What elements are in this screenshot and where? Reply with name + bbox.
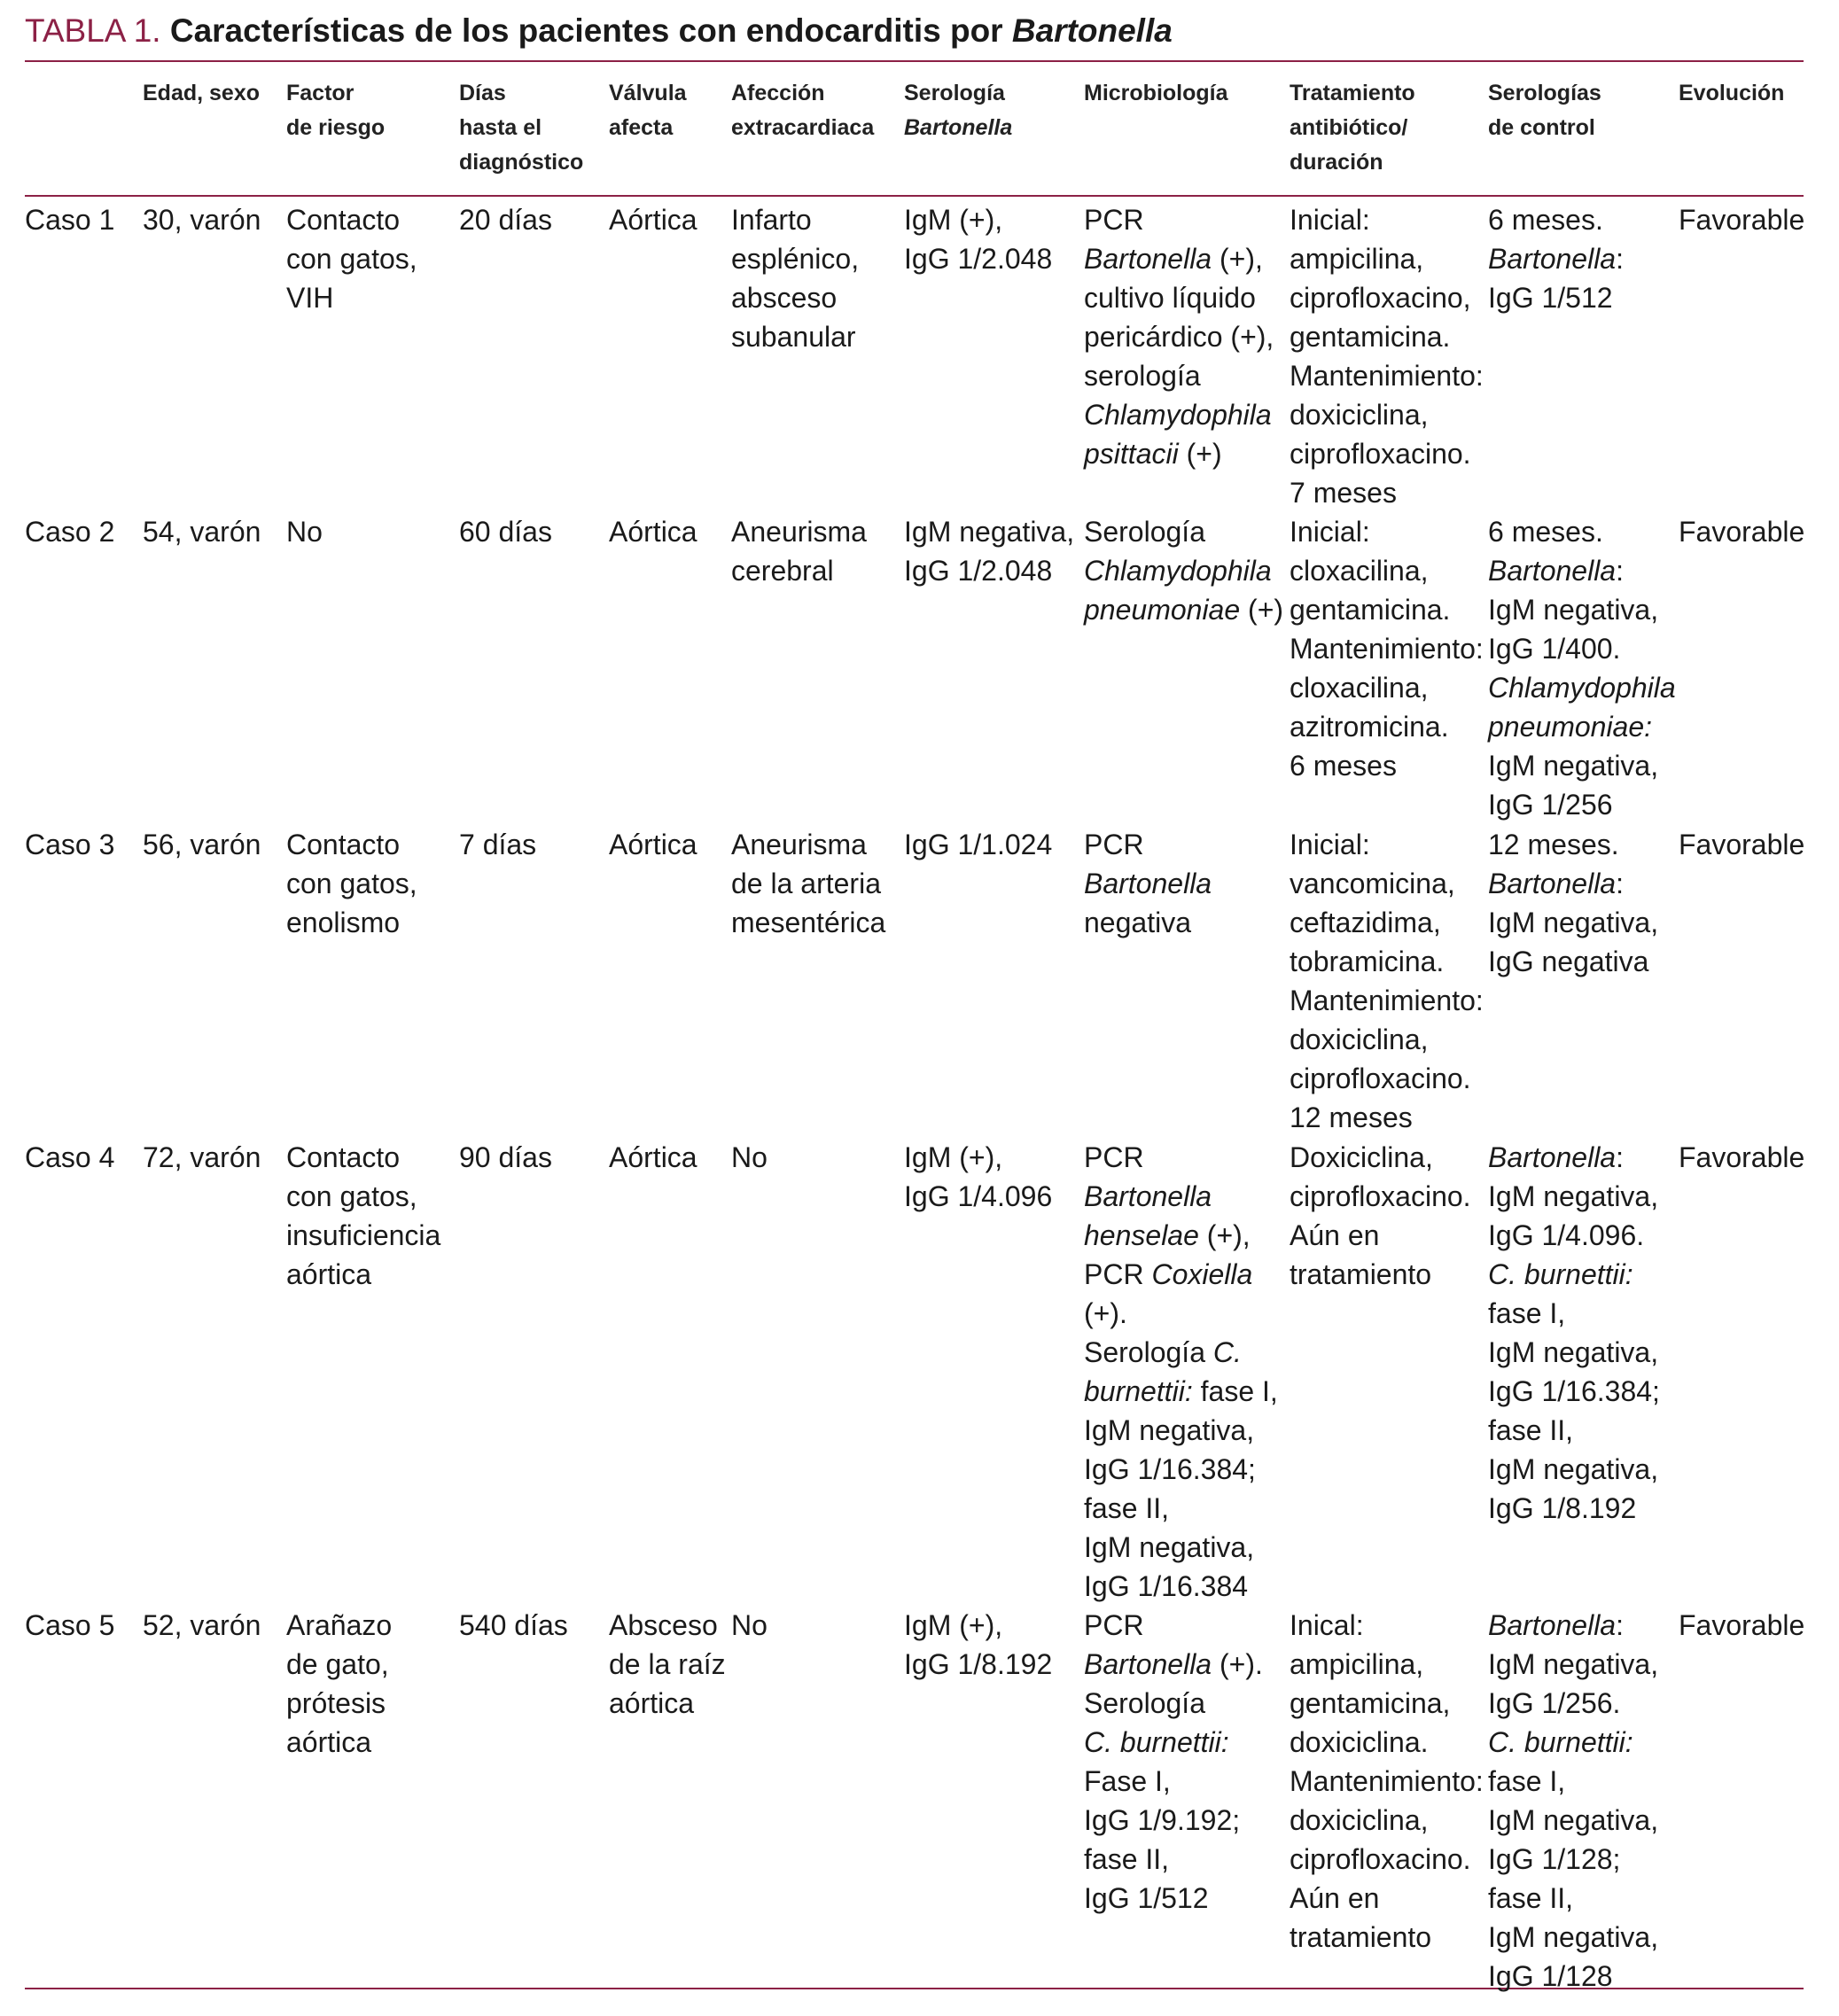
cell-line: ciprofloxacino, [1290,282,1471,314]
cell-evolucion [1679,825,1804,1138]
cell-caso [25,183,143,512]
cell-line: IgM negativa, [1488,907,1659,938]
cell-factor [286,183,459,512]
cell-line: IgG 1/512 [1488,282,1613,314]
column-header-line: Tratamiento [1290,81,1415,105]
cell-line: esplénico, [731,243,860,275]
cell-line: IgG 1/256. [1488,1687,1621,1719]
cell-line: Favorable [1679,1141,1805,1173]
cell-caso [25,1606,143,1996]
cell-line: IgG 1/128; [1488,1843,1621,1875]
cell-line: fase II, [1084,1843,1170,1875]
cell-line: cloxacilina, [1290,672,1429,704]
cell-line: doxiciclina. [1290,1726,1429,1758]
column-header-line: antibiótico/ [1290,115,1408,140]
cell-line: con gatos, [286,243,417,275]
cell-evolucion [1679,183,1804,512]
cell-factor [286,1138,459,1606]
cell-line: pneumoniae (+) [1084,594,1284,626]
cell-factor [286,825,459,1138]
cell-micro [1084,512,1290,825]
cell-line: fase II, [1488,1882,1574,1914]
cell-line: VIH [286,282,334,314]
cell-line: Caso 2 [25,516,115,548]
cell-line: IgG 1/400. [1488,633,1621,665]
column-header-line: diagnóstico [459,150,584,175]
column-header-line: Afección [731,81,825,105]
column-header-dias [459,64,609,183]
cell-edad [143,512,286,825]
cell-line: IgM negativa, [1488,1180,1659,1212]
cell-edad [143,825,286,1138]
cell-line: Bartonella (+). [1084,1648,1263,1680]
table-number: TABLA 1. [25,12,161,49]
cell-serologia [904,825,1084,1138]
cell-line: 90 días [459,1141,552,1173]
cell-line: IgM negativa, [1488,1921,1659,1953]
cell-control [1488,512,1679,825]
cell-line: PCR [1084,1141,1144,1173]
cell-line: Bartonella [1084,868,1212,899]
cell-line: PCR [1084,204,1144,236]
cell-line: 12 meses [1290,1101,1413,1133]
cell-factor [286,512,459,825]
cell-line: Caso 5 [25,1609,115,1641]
cell-line: Favorable [1679,516,1805,548]
cell-line: enolismo [286,907,401,938]
cell-dias [459,1606,609,1996]
cell-line: IgG 1/256 [1488,789,1613,821]
cell-line: No [731,1609,768,1641]
cell-line: henselae (+), [1084,1219,1251,1251]
cell-line: gentamicina. [1290,594,1451,626]
cell-line: IgM negativa, [1084,1414,1255,1446]
cell-line: Aórtica [609,204,697,236]
cell-line: burnettii: fase I, [1084,1375,1278,1407]
cell-line: azitromicina. [1290,711,1449,743]
cell-line: IgG 1/16.384; [1488,1375,1660,1407]
cell-line: 6 meses [1290,750,1397,782]
cell-line: Serología [1084,1687,1205,1719]
cell-line: serología [1084,360,1201,392]
cell-line: 52, varón [143,1609,261,1641]
cell-line: Bartonella [1084,1180,1212,1212]
cell-line: Bartonella: [1488,868,1624,899]
cell-line: Contacto [286,204,401,236]
cell-line: fase I, [1488,1765,1566,1797]
cell-edad [143,1138,286,1606]
column-header-line: duración [1290,150,1383,175]
cell-line: Contacto [286,1141,401,1173]
cell-line: ciprofloxacino. [1290,1180,1471,1212]
cell-micro [1084,183,1290,512]
table-row [25,183,1804,512]
cell-line: IgG 1/4.096. [1488,1219,1645,1251]
cell-tratamiento [1290,1138,1488,1606]
cell-line: IgM (+), [904,1609,1003,1641]
table-row [25,512,1804,825]
top-rule [25,60,1804,62]
cell-line: Caso 3 [25,829,115,860]
column-header-caso [25,64,143,183]
table-row [25,825,1804,1138]
column-header-line: Días [459,81,506,105]
cell-line: PCR [1084,1609,1144,1641]
cell-line: 6 meses. [1488,516,1603,548]
cell-line: Favorable [1679,204,1805,236]
cell-line: Inical: [1290,1609,1364,1641]
cell-line: 12 meses. [1488,829,1619,860]
cell-line: IgG negativa [1488,946,1649,977]
cell-line: Contacto [286,829,401,860]
cell-line: IgG 1/9.192; [1084,1804,1241,1836]
cell-line: pericárdico (+), [1084,321,1274,353]
cell-tratamiento [1290,183,1488,512]
cell-line: No [286,516,323,548]
cell-line: 6 meses. [1488,204,1603,236]
cell-line: IgM negativa, [1488,1453,1659,1485]
cell-line: IgG 1/8.192 [1488,1492,1637,1524]
column-header-line: de riesgo [286,115,386,140]
cell-line: IgM negativa, [1488,1648,1659,1680]
cell-dias [459,512,609,825]
cell-line: ciprofloxacino. [1290,1843,1471,1875]
column-header-factor [286,64,459,183]
column-header-evolucion [1679,64,1804,183]
cell-line: insuficiencia [286,1219,441,1251]
cell-line: Serología C. [1084,1336,1242,1368]
column-header-line: extracardiaca [731,115,875,140]
cell-edad [143,1606,286,1996]
column-header-valvula [609,64,731,183]
column-header-line: hasta el [459,115,542,140]
table-row [25,1138,1804,1606]
cell-micro [1084,825,1290,1138]
cell-caso [25,1138,143,1606]
cell-line: IgM negativa, [1084,1531,1255,1563]
cell-line: de la raíz [609,1648,726,1680]
cell-valvula [609,825,731,1138]
cell-dias [459,1138,609,1606]
cell-line: Favorable [1679,829,1805,860]
cell-line: tratamiento [1290,1921,1432,1953]
cell-line: negativa [1084,907,1191,938]
table-row [25,1606,1804,1996]
cell-line: IgG 1/1.024 [904,829,1053,860]
cell-line: fase I, [1488,1297,1566,1329]
cell-line: 56, varón [143,829,261,860]
cell-factor [286,1606,459,1996]
cell-line: IgM (+), [904,1141,1003,1173]
cell-control [1488,825,1679,1138]
cell-line: IgG 1/2.048 [904,555,1053,587]
cell-evolucion [1679,512,1804,825]
cell-line: cultivo líquido [1084,282,1256,314]
cell-line: con gatos, [286,1180,417,1212]
cell-line: gentamicina, [1290,1687,1451,1719]
cell-line: tobramicina. [1290,946,1445,977]
column-header-line: de control [1488,115,1595,140]
cell-line: 7 días [459,829,537,860]
cell-valvula [609,1606,731,1996]
cell-line: Aneurisma [731,516,867,548]
column-header-line: Bartonella [904,115,1013,140]
column-header-line: Factor [286,81,355,105]
cell-line: absceso [731,282,838,314]
cell-line: tratamiento [1290,1258,1432,1290]
cell-line: Mantenimiento: [1290,1765,1484,1797]
cell-line: Caso 1 [25,204,115,236]
cell-line: Inicial: [1290,516,1370,548]
cell-tratamiento [1290,1606,1488,1996]
cell-line: con gatos, [286,868,417,899]
cell-serologia [904,512,1084,825]
cell-valvula [609,1138,731,1606]
cell-line: ceftazidima, [1290,907,1441,938]
cell-line: 54, varón [143,516,261,548]
cell-line: IgM negativa, [1488,594,1659,626]
cell-caso [25,512,143,825]
cell-line: Fase I, [1084,1765,1171,1797]
cell-line: IgM negativa, [904,516,1075,548]
cell-line: psittacii (+) [1084,438,1222,470]
cell-valvula [609,183,731,512]
cell-line: Inicial: [1290,829,1370,860]
column-header-tratamiento [1290,64,1488,183]
cell-afeccion [731,512,904,825]
cell-micro [1084,1606,1290,1996]
cell-line: aórtica [609,1687,695,1719]
cell-line: doxiciclina, [1290,399,1429,431]
cell-line: Arañazo [286,1609,393,1641]
cell-line: ampicilina, [1290,243,1424,275]
cell-line: IgG 1/4.096 [904,1180,1053,1212]
cell-valvula [609,512,731,825]
column-header-micro [1084,64,1290,183]
column-header-line: Serología [904,81,1005,105]
cell-line: IgM (+), [904,204,1003,236]
cell-line: 60 días [459,516,552,548]
cell-line: IgM negativa, [1488,1804,1659,1836]
cell-dias [459,183,609,512]
cell-line: mesentérica [731,907,886,938]
cell-line: Mantenimiento: [1290,985,1484,1016]
table-caption-emphasis: Bartonella [1011,12,1173,49]
cell-evolucion [1679,1606,1804,1996]
cell-line: ampicilina, [1290,1648,1424,1680]
cell-serologia [904,1138,1084,1606]
cell-line: C. burnettii: [1488,1258,1633,1290]
cell-line: aórtica [286,1726,372,1758]
cell-tratamiento [1290,825,1488,1138]
cell-line: IgG 1/512 [1084,1882,1209,1914]
cell-line: PCR Coxiella (+). [1084,1258,1253,1329]
cell-line: Absceso [609,1609,718,1641]
cell-line: Aneurisma [731,829,867,860]
table-caption: Características de los pacientes con endocarditis por [169,12,1003,49]
cell-line: aórtica [286,1258,372,1290]
cell-control [1488,1606,1679,1996]
cell-line: vancomicina, [1290,868,1455,899]
header-row [25,64,1804,183]
cell-line: Bartonella: [1488,555,1624,587]
cell-line: Caso 4 [25,1141,115,1173]
cell-line: Infarto [731,204,812,236]
column-header-line: Serologías [1488,81,1601,105]
cell-line: 540 días [459,1609,568,1641]
cell-line: IgG 1/16.384 [1084,1570,1249,1602]
cell-afeccion [731,183,904,512]
cell-line: fase II, [1488,1414,1574,1446]
column-header-line: Válvula [609,81,687,105]
column-header-line: Edad, sexo [143,81,260,105]
cell-line: 30, varón [143,204,261,236]
cell-line: C. burnettii: [1488,1726,1633,1758]
cell-micro [1084,1138,1290,1606]
cell-line: Serología [1084,516,1205,548]
cell-line: Aún en [1290,1219,1380,1251]
cell-line: Bartonella: [1488,1609,1624,1641]
cell-control [1488,183,1679,512]
cell-line: IgG 1/128 [1488,1960,1613,1992]
cell-line: 7 meses [1290,477,1397,509]
cell-line: PCR [1084,829,1144,860]
cell-line: C. burnettii: [1084,1726,1229,1758]
cell-line: Chlamydophila [1488,672,1676,704]
cell-line: Aórtica [609,829,697,860]
column-header-edad [143,64,286,183]
cell-line: IgG 1/16.384; [1084,1453,1256,1485]
cell-afeccion [731,825,904,1138]
cell-line: fase II, [1084,1492,1170,1524]
cell-line: IgM negativa, [1488,1336,1659,1368]
cell-line: de gato, [286,1648,389,1680]
column-header-control [1488,64,1679,183]
cell-afeccion [731,1606,904,1996]
cell-line: Aún en [1290,1882,1380,1914]
cell-line: Chlamydophila [1084,399,1272,431]
cell-line: Inicial: [1290,204,1370,236]
cell-line: Bartonella: [1488,1141,1624,1173]
cell-line: subanular [731,321,856,353]
cell-line: Bartonella: [1488,243,1624,275]
cell-line: Mantenimiento: [1290,360,1484,392]
cell-line: Favorable [1679,1609,1805,1641]
cell-line: Doxiciclina, [1290,1141,1433,1173]
cell-line: 72, varón [143,1141,261,1173]
table-title [25,9,1815,53]
column-header-line: Microbiología [1084,81,1228,105]
cell-line: gentamicina. [1290,321,1451,353]
cell-serologia [904,183,1084,512]
cell-dias [459,825,609,1138]
cell-caso [25,825,143,1138]
cell-line: 20 días [459,204,552,236]
cell-edad [143,183,286,512]
cell-line: IgG 1/8.192 [904,1648,1053,1680]
cell-line: Aórtica [609,516,697,548]
cell-tratamiento [1290,512,1488,825]
cell-line: No [731,1141,768,1173]
column-header-line: afecta [609,115,674,140]
patients-table [25,64,1804,1996]
cell-line: doxiciclina, [1290,1804,1429,1836]
cell-line: pneumoniae: [1488,711,1653,743]
cell-line: Bartonella (+), [1084,243,1263,275]
cell-line: ciprofloxacino. [1290,438,1471,470]
cell-line: Aórtica [609,1141,697,1173]
column-header-line: Evolución [1679,81,1785,105]
cell-line: cloxacilina, [1290,555,1429,587]
cell-line: doxiciclina, [1290,1024,1429,1055]
column-header-afeccion [731,64,904,183]
cell-line: prótesis [286,1687,386,1719]
cell-line: IgG 1/2.048 [904,243,1053,275]
cell-line: ciprofloxacino. [1290,1062,1471,1094]
cell-line: cerebral [731,555,834,587]
column-header-serologia [904,64,1084,183]
cell-line: de la arteria [731,868,881,899]
cell-control [1488,1138,1679,1606]
cell-line: IgM negativa, [1488,750,1659,782]
cell-serologia [904,1606,1084,1996]
cell-evolucion [1679,1138,1804,1606]
cell-line: Mantenimiento: [1290,633,1484,665]
table-body [25,183,1804,1996]
cell-afeccion [731,1138,904,1606]
cell-line: Chlamydophila [1084,555,1272,587]
